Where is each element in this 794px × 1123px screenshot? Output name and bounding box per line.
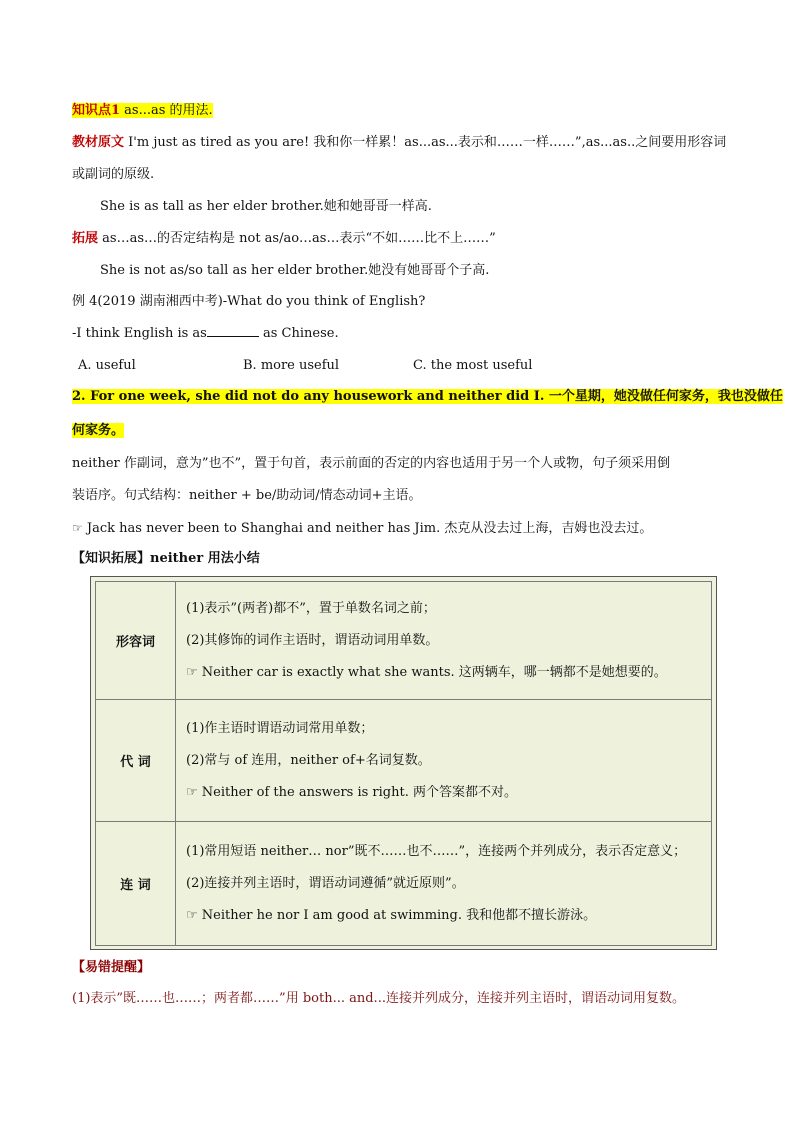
neither-intro-line1: neither 作副词，意为”也不”，置于句首，表示前面的否定的内容也适用于另一个人或物，句子须采用倒 bbox=[72, 456, 671, 471]
summary-title: 【知识拓展】neither 用法小结 bbox=[72, 551, 260, 566]
textbook-paragraph bbox=[72, 133, 726, 153]
row-head-conjunction: 连 词 bbox=[96, 822, 176, 946]
extension-paragraph bbox=[72, 229, 496, 249]
row-line: ☞ Neither he nor I am good at swimming. 我和他都不擅长游泳。 bbox=[186, 907, 597, 923]
extension-label: 拓展 bbox=[72, 231, 99, 246]
textbook-paragraph-cont: 或副词的原级. bbox=[72, 167, 155, 182]
textbook-text: I'm just as tired as you are! 我和你一样累！as...as...表示和……一样……”,as...as..之间要用形容词 bbox=[128, 135, 727, 150]
row-head-adjective: 形容词 bbox=[96, 582, 176, 700]
neither-usage-table bbox=[90, 576, 717, 950]
point2-line1: 2. For one week, she did not do any housework and neither did I. 一个星期，她没做任何家务，我也没做任 bbox=[72, 389, 783, 404]
table-row-adjective bbox=[96, 582, 712, 700]
point1-text: as...as 的用法. bbox=[120, 103, 213, 118]
row-line: (2)常与 of 连用，neither of+名词复数。 bbox=[186, 752, 431, 768]
answer-blank bbox=[207, 324, 259, 337]
section-heading-1 bbox=[72, 101, 213, 121]
neither-intro-line2: 装语序。句式结构：neither + be/助动词/情态动词+主语。 bbox=[72, 488, 422, 503]
section-heading-2-cont bbox=[72, 421, 124, 441]
exercise-question: 例 4(2019 湖南湘西中考)-What do you think of English? bbox=[72, 294, 426, 309]
row-body-pronoun bbox=[176, 700, 712, 822]
section-heading-2 bbox=[72, 387, 783, 407]
choice-b: B. more useful bbox=[243, 358, 340, 373]
reminder-title: 【易错提醒】 bbox=[72, 960, 151, 975]
point2-line2: 何家务。 bbox=[72, 423, 125, 438]
reminder-text: (1)表示”既……也……；两者都……”用 both... and...连接并列成分，连接并列主语时，谓语动词用复数。 bbox=[72, 991, 685, 1006]
pointing-hand-icon: ☞ bbox=[72, 521, 83, 535]
answer-pre: -I think English is as bbox=[72, 326, 207, 341]
neither-example-text: Jack has never been to Shanghai and neither has Jim. 杰克从没去过上海，吉姆也没去过。 bbox=[82, 521, 653, 536]
example-sentence-2: She is not as/so tall as her elder brother.她没有她哥哥个子高. bbox=[100, 263, 490, 278]
answer-post: as Chinese. bbox=[258, 326, 339, 341]
row-line: ☞ Neither car is exactly what she wants. 这两辆车，哪一辆都不是她想要的。 bbox=[186, 664, 667, 680]
choice-a: A. useful bbox=[78, 358, 136, 373]
table-row-pronoun bbox=[96, 700, 712, 822]
row-line: (1)作主语时谓语动词常用单数； bbox=[186, 720, 374, 736]
example-sentence-1: She is as tall as her elder brother.她和她哥哥一样高. bbox=[100, 199, 432, 214]
textbook-label: 教材原文 bbox=[72, 135, 125, 150]
row-head-pronoun: 代 词 bbox=[96, 700, 176, 822]
row-line: ☞ Neither of the answers is right. 两个答案都不对。 bbox=[186, 784, 517, 800]
choice-c: C. the most useful bbox=[413, 358, 533, 373]
extension-text: as…as…的否定结构是 not as/ao…as…表示“不如……比不上……” bbox=[98, 231, 496, 246]
point1-label: 知识点1 bbox=[72, 103, 121, 118]
row-body-adjective bbox=[176, 582, 712, 700]
row-line: (2)连接并列主语时，谓语动词遵循”就近原则”。 bbox=[186, 875, 465, 891]
row-line: (1)表示”(两者)都不”，置于单数名词之前； bbox=[186, 600, 436, 616]
row-line: (2)其修饰的词作主语时，谓语动词用单数。 bbox=[186, 632, 439, 648]
row-body-conjunction bbox=[176, 822, 712, 946]
neither-example bbox=[72, 518, 652, 539]
exercise-answer bbox=[72, 324, 339, 344]
table-row-conjunction bbox=[96, 822, 712, 946]
row-line: (1)常用短语 neither… nor”既不……也不……”，连接两个并列成分，表示否定意义； bbox=[186, 843, 687, 859]
